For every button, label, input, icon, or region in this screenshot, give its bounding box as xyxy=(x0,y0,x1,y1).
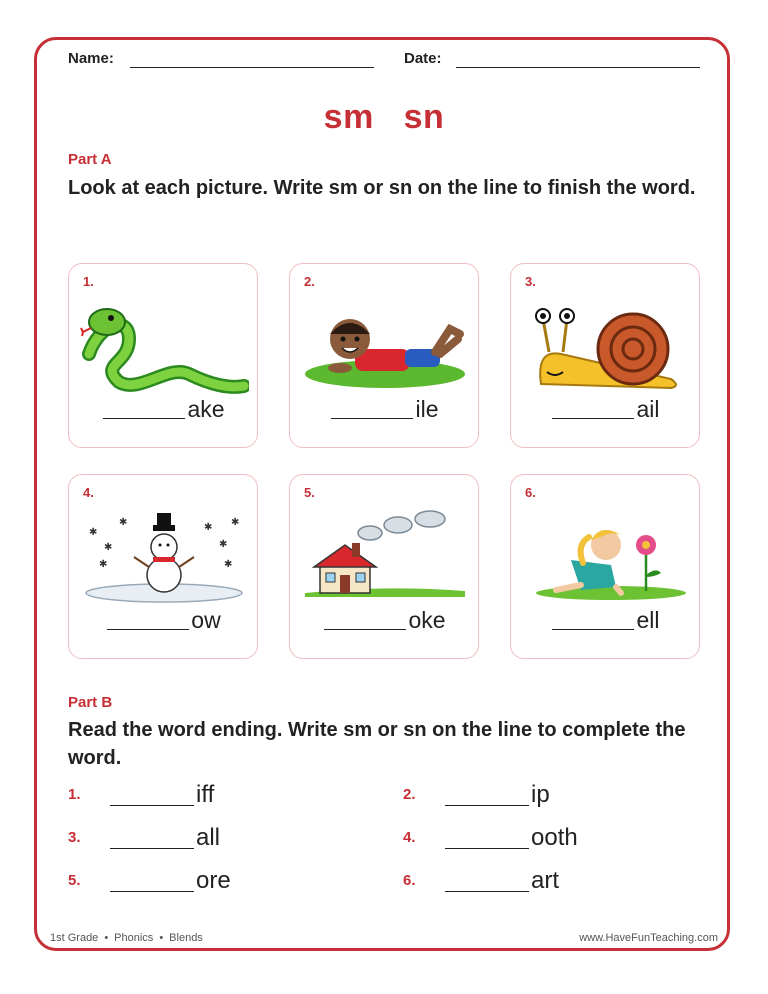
word-ending: ore xyxy=(196,867,231,894)
card-number: 1. xyxy=(83,274,94,289)
snowman-icon xyxy=(79,505,249,605)
answer-blank[interactable] xyxy=(110,826,194,849)
snail-icon xyxy=(521,294,691,394)
word-ending: oke xyxy=(408,607,446,633)
answer-blank[interactable] xyxy=(107,609,189,630)
footer-grade: 1st Grade xyxy=(50,932,99,944)
word-ending: ip xyxy=(531,781,550,808)
snake-icon xyxy=(79,294,249,394)
answer-blank[interactable] xyxy=(103,398,185,419)
word-ending: iff xyxy=(196,781,215,808)
svg-text:✱: ✱ xyxy=(224,559,233,570)
footer-topic: Blends xyxy=(169,932,203,944)
card-5 xyxy=(289,474,479,659)
item-number: 5. xyxy=(68,872,81,889)
card-answer xyxy=(290,607,480,634)
card-number: 4. xyxy=(83,485,94,500)
house-smoke-icon xyxy=(300,505,470,605)
card-4 xyxy=(68,474,258,659)
word-ending: all xyxy=(196,824,221,851)
word-ending: art xyxy=(531,867,560,894)
item-number: 2. xyxy=(403,786,416,803)
answer-blank[interactable] xyxy=(445,826,529,849)
answer-blank[interactable] xyxy=(324,609,406,630)
word-ending: ail xyxy=(636,396,660,422)
card-answer xyxy=(511,607,701,634)
svg-text:✱: ✱ xyxy=(104,542,113,553)
part-b-item-4 xyxy=(403,824,578,856)
word-ending: ow xyxy=(191,607,221,633)
part-a-instructions: Look at each picture. Write sm or sn on the line to finish the word. xyxy=(68,177,696,199)
card-number: 2. xyxy=(304,274,315,289)
bullet-icon: • xyxy=(104,932,109,944)
date-label: Date: xyxy=(404,50,442,67)
answer-blank[interactable] xyxy=(110,783,194,806)
word-ending: ooth xyxy=(531,824,578,851)
date-line[interactable] xyxy=(456,67,700,68)
card-1 xyxy=(68,263,258,448)
svg-text:✱: ✱ xyxy=(99,559,108,570)
answer-blank[interactable] xyxy=(552,609,634,630)
part-b-item-3 xyxy=(68,824,220,856)
svg-text:✱: ✱ xyxy=(204,522,213,533)
svg-text:✱: ✱ xyxy=(219,539,228,550)
answer-blank[interactable] xyxy=(552,398,634,419)
footer-website[interactable]: www.HaveFunTeaching.com xyxy=(579,932,718,944)
item-number: 1. xyxy=(68,786,81,803)
item-number: 4. xyxy=(403,829,416,846)
answer-blank[interactable] xyxy=(445,783,529,806)
word-ending: ell xyxy=(636,607,660,633)
bullet-icon: • xyxy=(159,932,164,944)
part-b-item-6 xyxy=(403,867,559,899)
footer-tags xyxy=(50,932,203,944)
svg-text:✱: ✱ xyxy=(231,517,240,528)
card-answer xyxy=(511,396,701,423)
part-b-item-2 xyxy=(403,781,550,813)
card-answer xyxy=(69,396,259,423)
card-number: 6. xyxy=(525,485,536,500)
item-number: 6. xyxy=(403,872,416,889)
card-6 xyxy=(510,474,700,659)
answer-blank[interactable] xyxy=(110,869,194,892)
part-b-label: Part B xyxy=(68,694,113,711)
name-line[interactable] xyxy=(130,67,374,68)
card-number: 3. xyxy=(525,274,536,289)
smiling-boy-icon xyxy=(300,294,470,394)
word-ending: ile xyxy=(415,396,439,422)
item-number: 3. xyxy=(68,829,81,846)
card-answer xyxy=(290,396,480,423)
part-a-label: Part A xyxy=(68,151,112,168)
answer-blank[interactable] xyxy=(331,398,413,419)
card-2 xyxy=(289,263,479,448)
card-answer xyxy=(69,607,259,634)
girl-smelling-flower-icon xyxy=(521,505,691,605)
part-b-item-5 xyxy=(68,867,231,899)
svg-text:✱: ✱ xyxy=(119,517,128,528)
word-ending: ake xyxy=(187,396,225,422)
page-title: sm sn xyxy=(323,98,445,136)
footer-subject: Phonics xyxy=(114,932,154,944)
part-b-item-1 xyxy=(68,781,214,813)
card-3 xyxy=(510,263,700,448)
name-label: Name: xyxy=(68,50,114,67)
answer-blank[interactable] xyxy=(445,869,529,892)
svg-text:✱: ✱ xyxy=(89,527,98,538)
part-b-instructions: Read the word ending. Write sm or sn on the line to complete the word. xyxy=(68,719,686,769)
card-number: 5. xyxy=(304,485,315,500)
